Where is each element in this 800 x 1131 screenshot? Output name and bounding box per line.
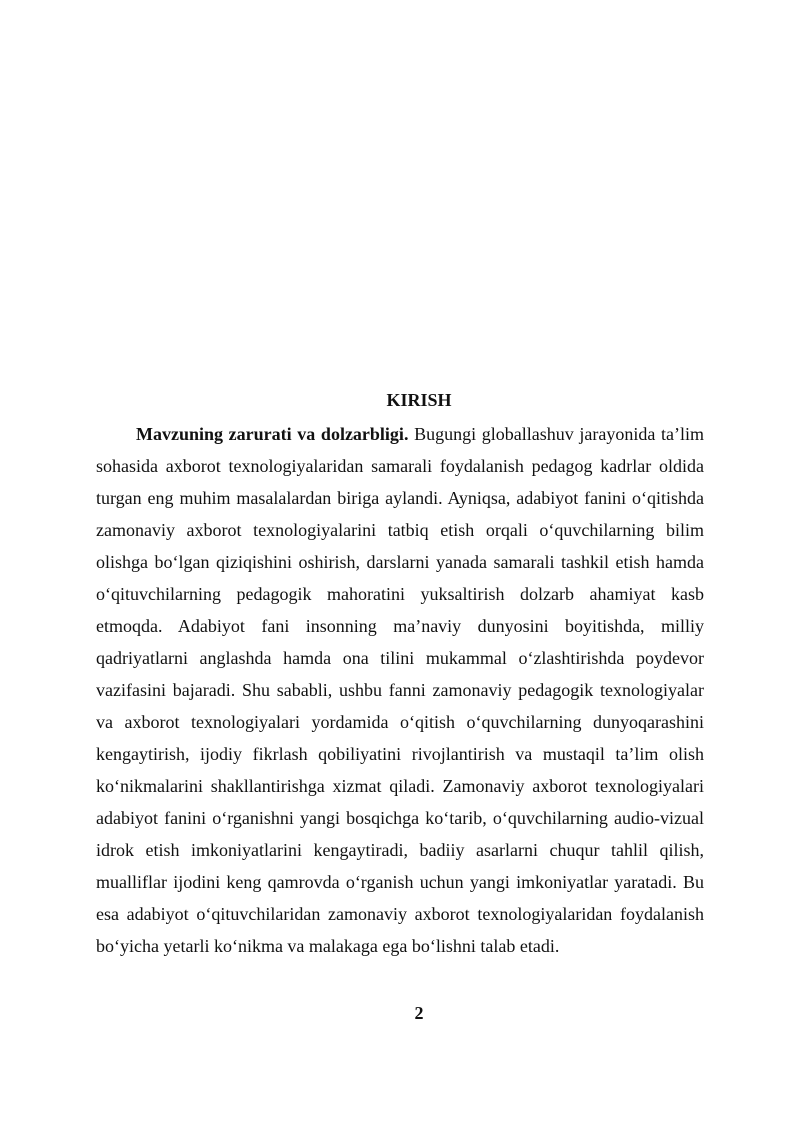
page-number: 2 <box>414 1003 424 1023</box>
paragraph-text: Bugungi globallashuv jarayonida ta’lim sohasida axborot texnologiyalaridan samarali foydalanish pedagog kadrlar oldida turgan eng muhim masalalardan biriga aylandi. Ayniqsa, adabiyot fanini o‘qitishda zamonaviy axborot texnologiyalarini tatbiq etish orqali o‘quvchilarning bilim olishga bo‘lgan qiziqishini oshirish, darslarni yanada samarali tashkil etish hamda o‘qituvchilarning pedagogik mahoratini yuksaltirish dolzarb ahamiyat kasb etmoqda. Adabiyot fani insonning ma’naviy dunyosini boyitishda, milliy qadriyatlarni anglashda hamda ona tilini mukammal o‘zlashtirishda poydevor vazifasini bajaradi. Shu sababli, ushbu fanni zamonaviy pedagogik texnologiyalar va axborot texnologiyalari yordamida o‘qitish o‘quvchilarning dunyoqarashini kengaytirish, ijodiy fikrlash qobiliyatini rivojlantirish va mustaqil ta’lim olish ko‘nikmalarini shakllantirishga xizmat qiladi. Zamonaviy axborot texnologiyalari adabiyot fanini o‘rganishni yangi bosqichga ko‘tarib, o‘quvchilarning audio-vizual idrok etish imkoniyatlarini kengaytiradi, badiiy asarlarni chuqur tahlil qilish, mualliflar ijodini keng qamrovda o‘rganish uchun yangi imkoniyatlar yaratadi. Bu esa adabiyot o‘qituvchilaridan zamonaviy axborot texnologiyalaridan foydalanish bo‘yicha yetarli ko‘nikma va malakaga ega bo‘lishni talab etadi. <box>96 424 704 956</box>
body-paragraph <box>96 418 704 962</box>
section-heading: KIRISH <box>386 390 452 410</box>
paragraph-lead: Mavzuning zarurati va dolzarbligi. <box>136 424 409 444</box>
